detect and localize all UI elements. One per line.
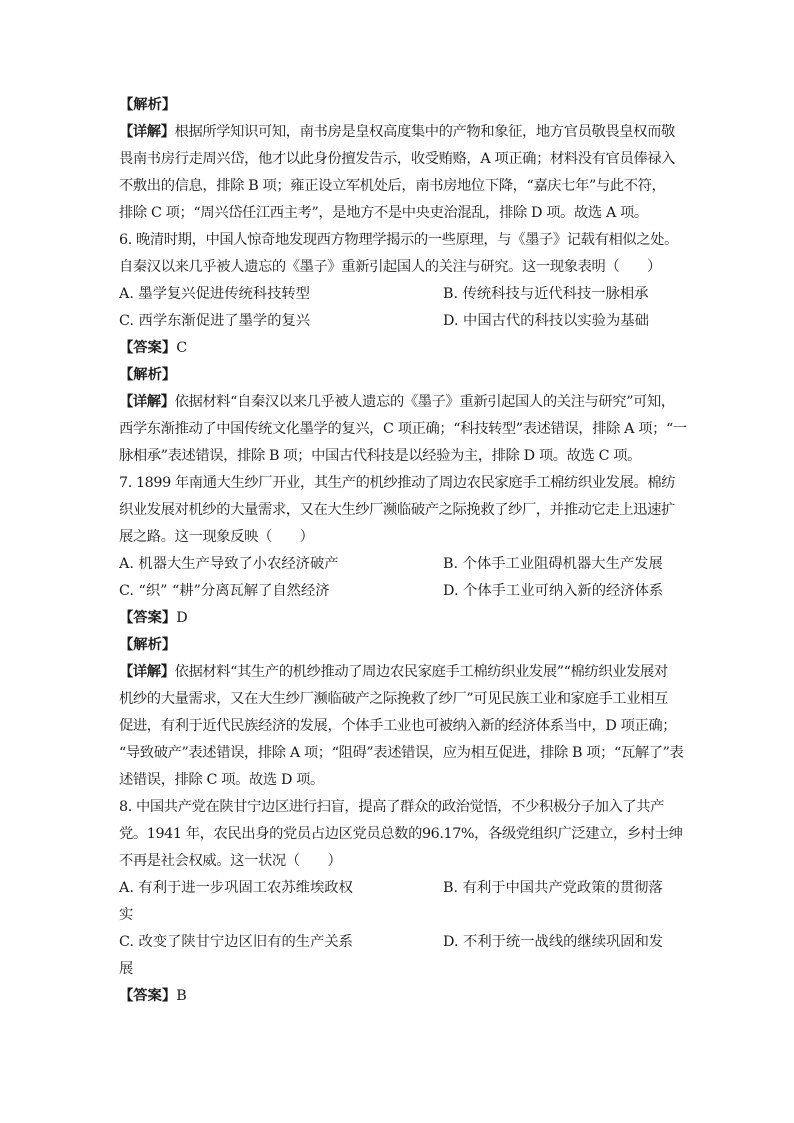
answer-label: 【答案】 [119,988,177,1004]
q8-options-row-2 [119,929,685,956]
q6-detail-text: 依据材料“自秦汉以来几乎被人遗忘的《墨子》重新引起国人的关注与研究”可知， [174,394,675,410]
analysis-label: 【解析】 [119,367,177,383]
answer-label: 【答案】 [119,340,177,356]
q7-option-a: A. 机器大生产导致了小农经济破产 [119,556,339,572]
answer-label: 【答案】 [119,610,177,626]
q7-stem-line: 展之路。这一现象反映（ ） [119,529,314,545]
q5-detail-text: 根据所学知识可知，南书房是皇权高度集中的产物和象征，地方官员敬畏皇权而敬 [174,124,675,140]
q7-option-d: D. 个体手工业可纳入新的经济体系 [443,583,664,599]
q6-answer [119,335,685,362]
q6-stem-line: 6. 晚清时期，中国人惊奇地发现西方物理学揭示的一些原理，与《墨子》记载有相似之处。 [119,232,678,248]
q8-option-c: C. 改变了陕甘宁边区旧有的生产关系 [119,934,353,950]
q6-option-b: B. 传统科技与近代科技一脉相承 [443,286,649,302]
q8-option-d-continued: 展 [119,961,134,977]
q7-answer-value: D [176,610,188,626]
q6-option-c: C. 西学东渐促进了墨学的复兴 [119,313,311,329]
q5-detail-line [119,119,685,146]
q7-detail-line [119,659,685,686]
document-content [119,92,685,1010]
q8-option-d: D. 不利于统一战线的继续巩固和发 [443,934,664,950]
detail-label: 【详解】 [119,394,175,410]
q5-detail-line: 畏南书房行走周兴岱，他才以此身份擅发告示，收受贿赂，A 项正确；材料没有官员俸禄入 [119,151,676,167]
q7-stem-line: 7. 1899 年南通大生纱厂开业，其生产的机纱推动了周边农民家庭手工棉纺织业发展。棉纺 [119,475,676,491]
q7-detail-line: 述错误，排除 C 项。故选 D 项。 [119,772,324,788]
q7-options-row-1 [119,551,685,578]
q5-detail-line: 不敷出的信息，排除 B 项；雍正设立军机处后，南书房地位下降，“嘉庆七年”与此不符， [119,178,666,194]
q6-option-d: D. 中国古代的科技以实验为基础 [443,313,649,329]
analysis-label: 【解析】 [119,637,177,653]
q7-detail-line: 促进，有利于近代民族经济的发展，个体手工业也可被纳入新的经济体系当中，D 项正确； [119,718,677,734]
q8-option-b-continued: 实 [119,907,134,923]
detail-label: 【详解】 [119,664,175,680]
q7-stem-line: 织业发展对机纱的大量需求，又在大生纱厂濒临破产之际挽救了纱厂，并推动它走上迅速扩 [119,502,675,518]
q6-stem-line: 自秦汉以来几乎被人遗忘的《墨子》重新引起国人的关注与研究。这一现象表明（ ） [119,259,661,275]
q6-options-row-1 [119,281,685,308]
q8-options-row-1-wrap [119,902,685,929]
q6-answer-value: C [176,340,188,356]
q7-option-b: B. 个体手工业阻碍机器大生产发展 [443,556,663,572]
q8-stem-line: 8. 中国共产党在陕甘宁边区进行扫盲，提高了群众的政治觉悟，不少积极分子加入了共产 [119,799,665,815]
q7-options-row-2 [119,578,685,605]
analysis-label: 【解析】 [119,97,177,113]
q6-detail-line: 西学东渐推动了中国传统文化墨学的复兴，C 项正确；“科技转型”表述错误，排除 A 项；“一 [119,421,687,437]
q6-option-a: A. 墨学复兴促进传统科技转型 [119,286,310,302]
q6-detail-line: 脉相承”表述错误，排除 B 项；中国古代科技是以经验为主，排除 D 项。故选 C 项。 [119,448,642,464]
q7-analysis-heading [119,632,685,659]
q7-answer [119,605,685,632]
q8-options-row-2-wrap [119,956,685,983]
q8-option-a: A. 有利于进一步巩固工农苏维埃政权 [119,880,353,896]
q7-detail-text: 依据材料“其生产的机纱推动了周边农民家庭手工棉纺织业发展”“棉纺织业发展对 [174,664,668,680]
q8-option-b: B. 有利于中国共产党政策的贯彻落 [443,880,663,896]
q8-answer [119,983,685,1010]
q7-option-c: C. “织” “耕”分离瓦解了自然经济 [119,583,330,599]
q6-options-row-2 [119,308,685,335]
q6-analysis-heading [119,362,685,389]
q5-analysis-heading [119,92,685,119]
q8-answer-value: B [176,988,187,1004]
detail-label: 【详解】 [119,124,175,140]
q5-detail-line: 排除 C 项；“周兴岱任江西主考”，是地方不是中央吏治混乱，排除 D 项。故选 A 项。 [119,205,648,221]
q8-stem-line: 党。1941 年，农民出身的党员占边区党员总数的96.17%，各级党组织广泛建立，乡村士绅 [119,826,683,842]
q8-stem-line: 不再是社会权威。这一状况（ ） [119,853,342,869]
q7-detail-line: 机纱的大量需求，又在大生纱厂濒临破产之际挽救了纱厂”可见民族工业和家庭手工业相互 [119,691,668,707]
q7-detail-line: “导致破产”表述错误，排除 A 项；“阻碍”表述错误，应为相互促进，排除 B 项；“瓦解了”表 [119,745,684,761]
q8-options-row-1 [119,875,685,902]
q6-detail-line [119,389,685,416]
